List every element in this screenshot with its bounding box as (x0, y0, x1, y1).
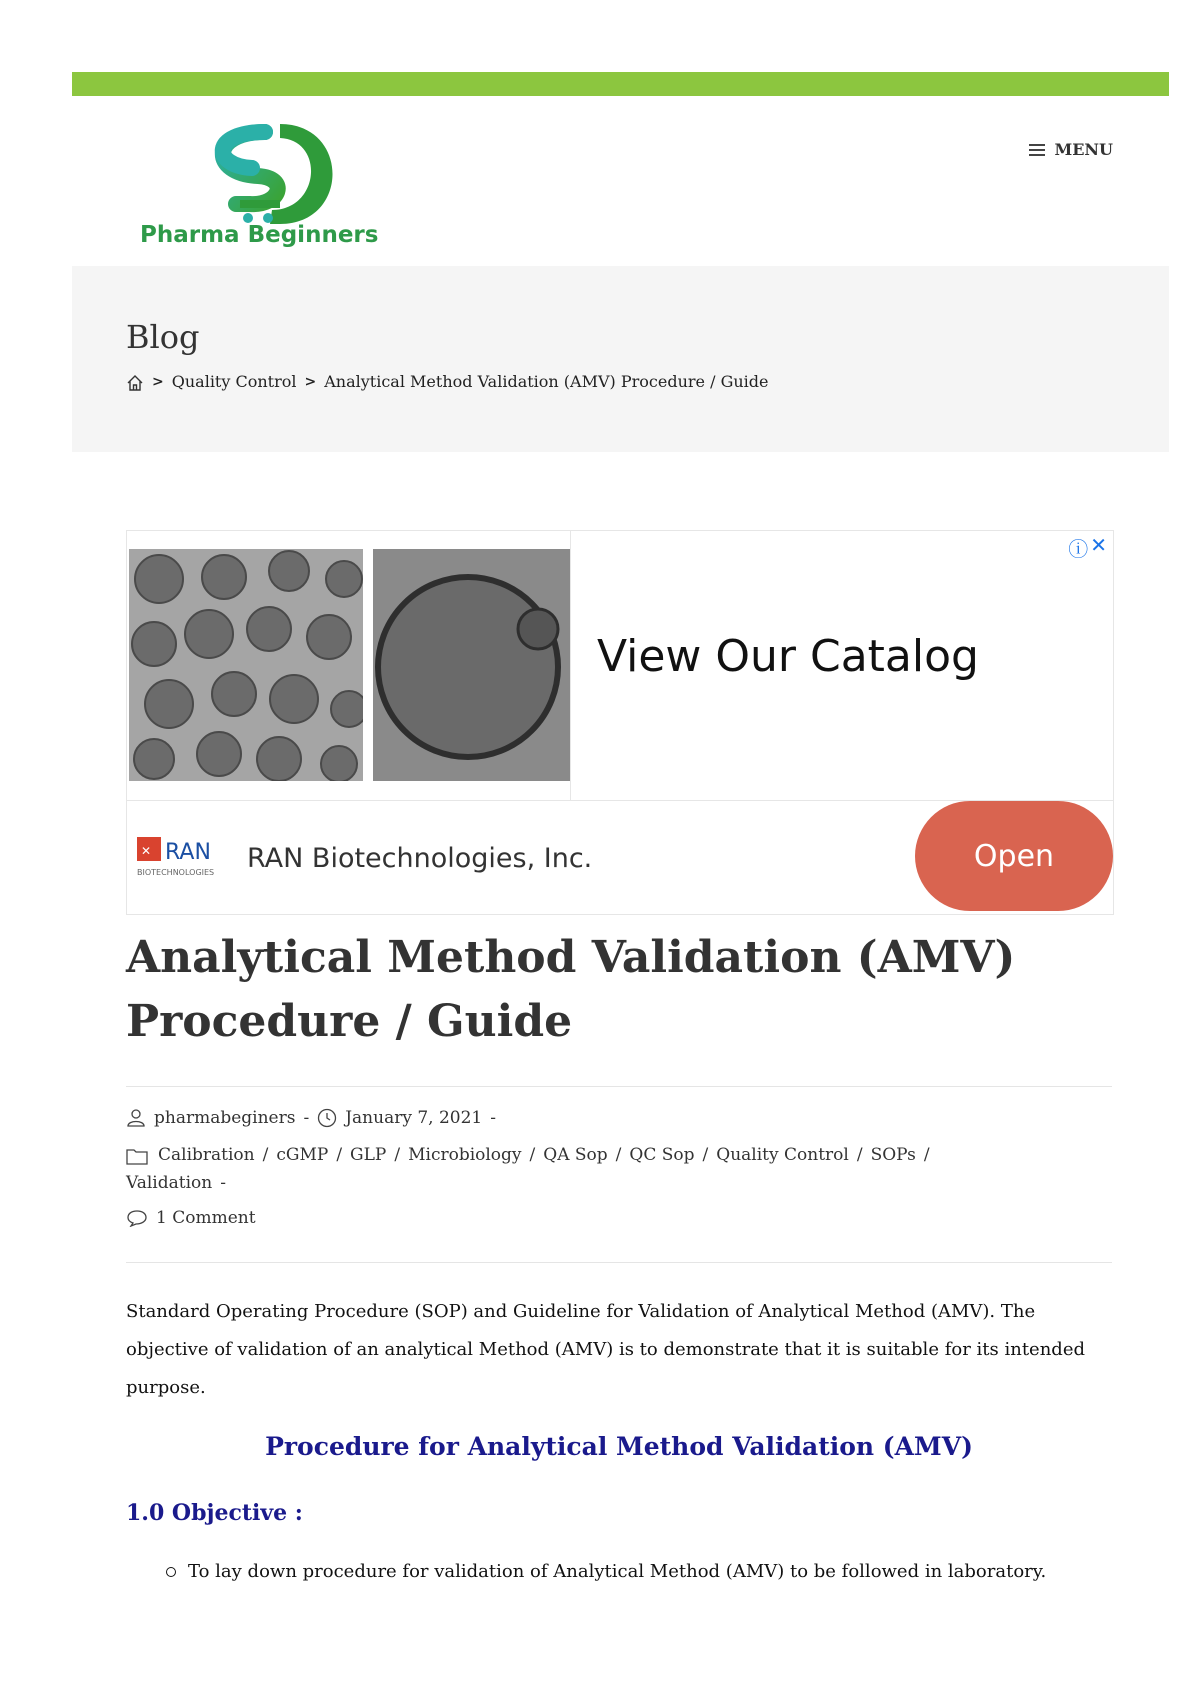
category-link[interactable]: Validation (126, 1173, 213, 1193)
comments-link[interactable]: 1 Comment (156, 1208, 256, 1228)
logo-text: Pharma Beginners (140, 222, 379, 248)
post-categories (126, 1141, 1086, 1197)
ran-logo-subtext: BIOTECHNOLOGIES (137, 868, 215, 877)
post-date: January 7, 2021 (345, 1108, 483, 1128)
ad-brand-name[interactable]: RAN Biotechnologies, Inc. (247, 843, 593, 874)
folder-icon (126, 1147, 148, 1165)
ad-info-icon[interactable]: ⓘ (1068, 537, 1089, 561)
user-icon (126, 1108, 146, 1128)
divider (126, 1086, 1112, 1087)
breadcrumb-separator: > (152, 373, 164, 390)
clock-icon (317, 1108, 337, 1128)
meta-separator: - (220, 1173, 226, 1193)
post-meta (126, 1108, 496, 1128)
breadcrumb-current: Analytical Method Validation (AMV) Procedure / Guide (324, 372, 769, 392)
category-link[interactable]: Calibration (158, 1145, 255, 1165)
comment-icon (126, 1209, 148, 1227)
meta-separator: - (490, 1108, 496, 1128)
top-accent-bar (72, 72, 1169, 96)
category-link[interactable]: SOPs (870, 1145, 916, 1165)
ran-biotech-logo[interactable] (135, 831, 235, 881)
ad-image-cell[interactable] (373, 549, 570, 781)
category-separator: / (336, 1145, 343, 1165)
home-icon[interactable] (126, 372, 144, 392)
ad-close-controls[interactable] (1068, 533, 1107, 562)
objective-text: To lay down procedure for validation of Analytical Method (AMV) to be followed in laboratory. (188, 1561, 1047, 1582)
ad-headline[interactable]: View Our Catalog (597, 631, 979, 682)
post-comments (126, 1208, 256, 1228)
menu-label: MENU (1054, 140, 1113, 159)
procedure-heading: Procedure for Analytical Method Validation (AMV) (265, 1432, 973, 1461)
category-separator: / (615, 1145, 622, 1165)
category-separator: / (529, 1145, 536, 1165)
ran-logo-text: RAN (165, 840, 211, 865)
breadcrumb-separator: > (304, 373, 317, 390)
advertisement[interactable] (126, 530, 1114, 915)
breadcrumb (126, 372, 768, 392)
author-link[interactable]: pharmabeginers (154, 1108, 296, 1128)
category-separator: / (262, 1145, 269, 1165)
category-link[interactable]: QA Sop (543, 1145, 608, 1165)
divider (126, 1262, 1112, 1263)
bullet-icon (166, 1567, 176, 1577)
category-link[interactable]: GLP (350, 1145, 387, 1165)
svg-text:✕: ✕ (141, 844, 152, 858)
page-header (72, 266, 1169, 452)
meta-separator: - (303, 1108, 310, 1128)
page-title: Blog (126, 318, 200, 356)
article-title: Analytical Method Validation (AMV) Procedure / Guide (126, 932, 1016, 1047)
category-separator: / (856, 1145, 863, 1165)
category-link[interactable]: Quality Control (716, 1145, 849, 1165)
article-intro: Standard Operating Procedure (SOP) and Guideline for Validation of Analytical Method (AMV). The objective of validation of an analytical Method (AMV) is to demonstrate that it is suitable for its intended purpose. (126, 1301, 1085, 1398)
site-header (72, 96, 1169, 266)
list-item (166, 1561, 1046, 1582)
category-separator: / (702, 1145, 709, 1165)
category-link[interactable]: Microbiology (408, 1145, 522, 1165)
hamburger-icon (1029, 144, 1045, 156)
ad-divider (570, 531, 571, 800)
close-icon[interactable]: ✕ (1090, 533, 1107, 557)
ad-image-cells[interactable] (129, 549, 363, 781)
ad-open-button[interactable]: Open (915, 801, 1113, 911)
category-link[interactable]: QC Sop (629, 1145, 695, 1165)
breadcrumb-quality-control[interactable]: Quality Control (171, 372, 297, 392)
category-separator: / (923, 1145, 930, 1165)
category-separator: / (394, 1145, 401, 1165)
objective-heading: 1.0 Objective : (126, 1500, 303, 1526)
menu-button[interactable] (1029, 140, 1113, 159)
category-link[interactable]: cGMP (276, 1145, 329, 1165)
